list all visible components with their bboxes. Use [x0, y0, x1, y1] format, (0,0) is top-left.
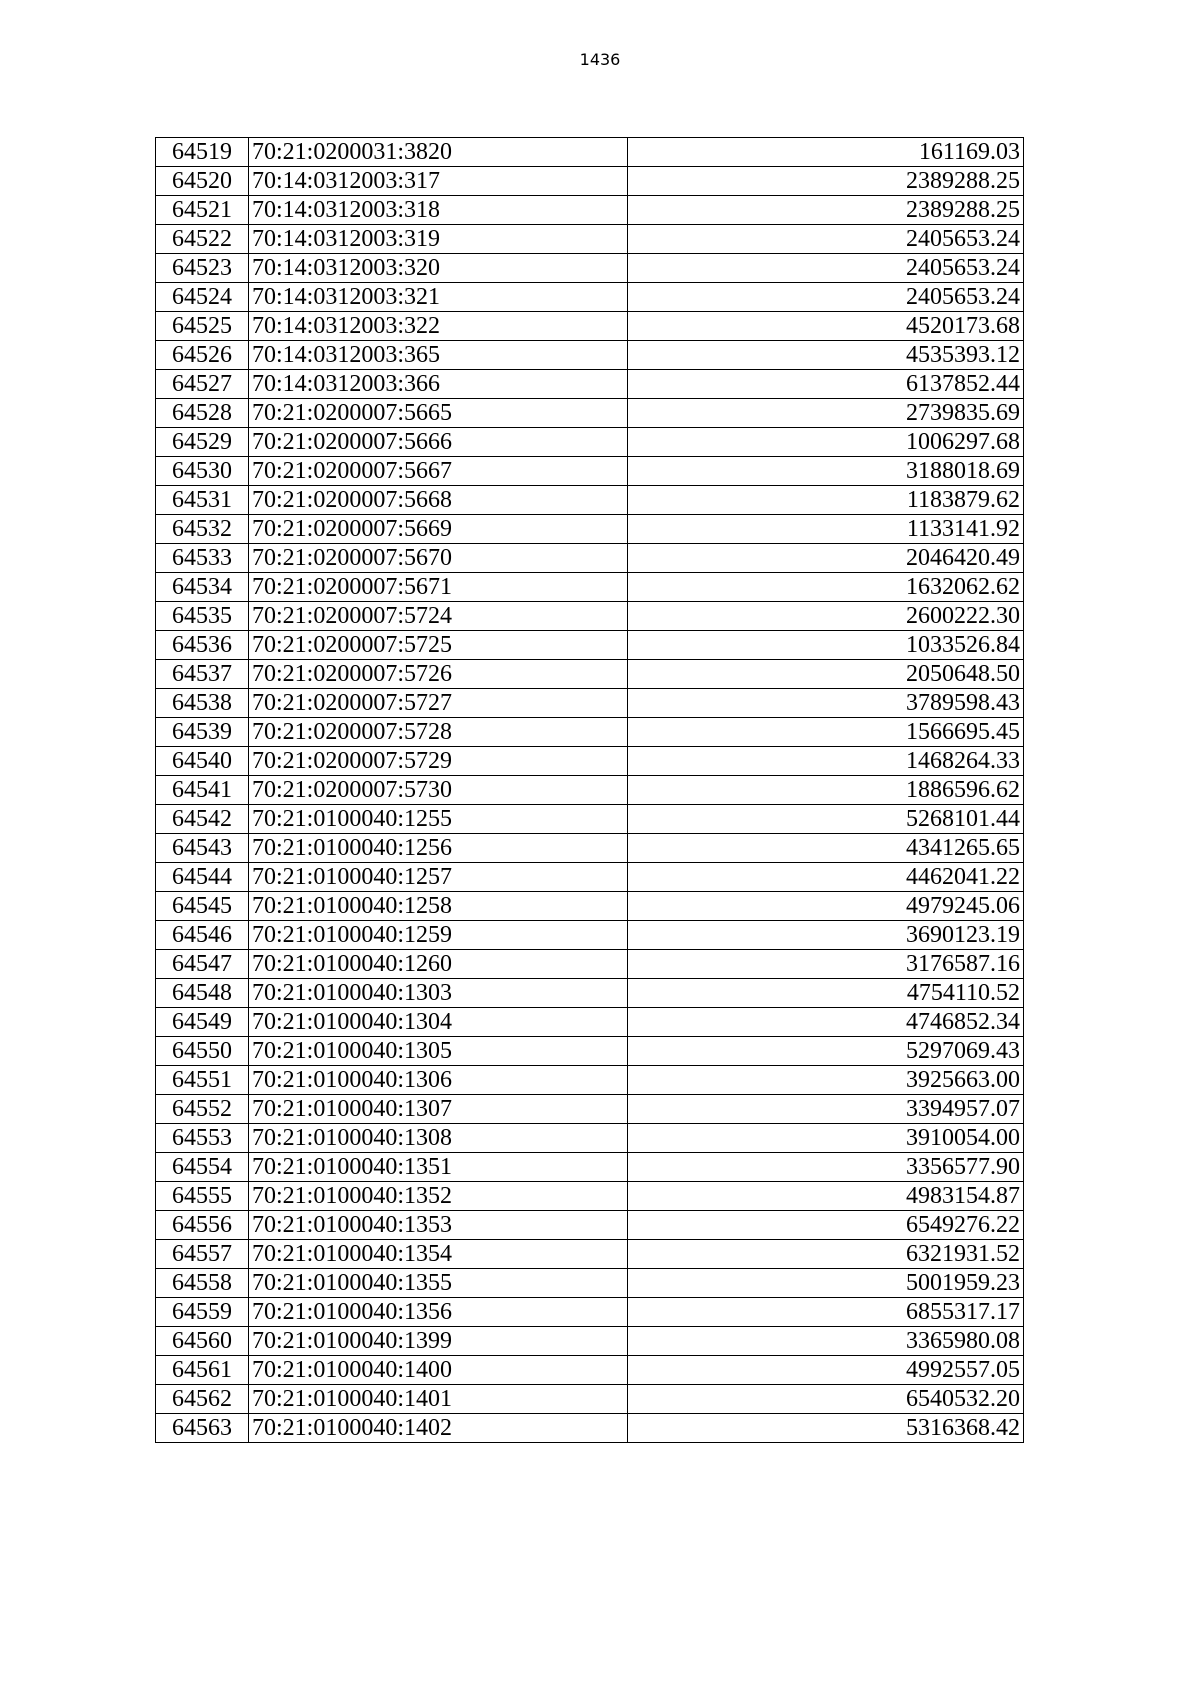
- cadastral-number-cell: 70:21:0100040:1402: [249, 1414, 628, 1443]
- cadastral-number-cell: 70:21:0100040:1351: [249, 1153, 628, 1182]
- cadastral-number-cell: 70:21:0100040:1400: [249, 1356, 628, 1385]
- cadastral-value-cell: 2389288.25: [628, 196, 1024, 225]
- cadastral-number-cell: 70:21:0100040:1307: [249, 1095, 628, 1124]
- row-number-cell: 64551: [156, 1066, 249, 1095]
- row-number-cell: 64522: [156, 225, 249, 254]
- table-row: [156, 1153, 1024, 1182]
- row-number-cell: 64540: [156, 747, 249, 776]
- row-number-cell: 64527: [156, 370, 249, 399]
- cadastral-number-cell: 70:14:0312003:366: [249, 370, 628, 399]
- row-number-cell: 64523: [156, 254, 249, 283]
- cadastral-number-cell: 70:21:0200007:5670: [249, 544, 628, 573]
- table-row: [156, 950, 1024, 979]
- cadastral-value-cell: 3365980.08: [628, 1327, 1024, 1356]
- cadastral-value-cell: 3188018.69: [628, 457, 1024, 486]
- row-number-cell: 64542: [156, 805, 249, 834]
- table-row: [156, 1298, 1024, 1327]
- table-row: [156, 747, 1024, 776]
- row-number-cell: 64552: [156, 1095, 249, 1124]
- cadastral-value-cell: 1566695.45: [628, 718, 1024, 747]
- table-row: [156, 921, 1024, 950]
- row-number-cell: 64548: [156, 979, 249, 1008]
- row-number-cell: 64534: [156, 573, 249, 602]
- table-row: [156, 1356, 1024, 1385]
- cadastral-number-cell: 70:21:0100040:1259: [249, 921, 628, 950]
- cadastral-value-cell: 3910054.00: [628, 1124, 1024, 1153]
- cadastral-number-cell: 70:14:0312003:320: [249, 254, 628, 283]
- page-number: 1436: [579, 50, 621, 69]
- cadastral-number-cell: 70:21:0100040:1356: [249, 1298, 628, 1327]
- cadastral-value-cell: 3925663.00: [628, 1066, 1024, 1095]
- table-row: [156, 544, 1024, 573]
- cadastral-number-cell: 70:21:0200007:5728: [249, 718, 628, 747]
- table-row: [156, 863, 1024, 892]
- cadastral-number-cell: 70:21:0200007:5666: [249, 428, 628, 457]
- table-row: [156, 892, 1024, 921]
- row-number-cell: 64528: [156, 399, 249, 428]
- row-number-cell: 64537: [156, 660, 249, 689]
- row-number-cell: 64544: [156, 863, 249, 892]
- cadastral-value-cell: 4983154.87: [628, 1182, 1024, 1211]
- cadastral-value-cell: 4746852.34: [628, 1008, 1024, 1037]
- cadastral-number-cell: 70:21:0200007:5671: [249, 573, 628, 602]
- row-number-cell: 64555: [156, 1182, 249, 1211]
- table-row: [156, 515, 1024, 544]
- cadastral-number-cell: 70:14:0312003:319: [249, 225, 628, 254]
- cadastral-value-cell: 4535393.12: [628, 341, 1024, 370]
- cadastral-number-cell: 70:21:0200007:5665: [249, 399, 628, 428]
- cadastral-value-cell: 5316368.42: [628, 1414, 1024, 1443]
- cadastral-number-cell: 70:21:0200007:5667: [249, 457, 628, 486]
- row-number-cell: 64520: [156, 167, 249, 196]
- cadastral-number-cell: 70:21:0100040:1257: [249, 863, 628, 892]
- cadastral-value-cell: 2405653.24: [628, 283, 1024, 312]
- cadastral-number-cell: 70:14:0312003:365: [249, 341, 628, 370]
- table-row: [156, 602, 1024, 631]
- cadastral-number-cell: 70:21:0200007:5669: [249, 515, 628, 544]
- cadastral-value-cell: 4979245.06: [628, 892, 1024, 921]
- cadastral-number-cell: 70:14:0312003:321: [249, 283, 628, 312]
- cadastral-value-cell: 6549276.22: [628, 1211, 1024, 1240]
- cadastral-number-cell: 70:21:0200007:5725: [249, 631, 628, 660]
- table-row: [156, 631, 1024, 660]
- cadastral-value-cell: 5297069.43: [628, 1037, 1024, 1066]
- cadastral-value-cell: 4992557.05: [628, 1356, 1024, 1385]
- row-number-cell: 64533: [156, 544, 249, 573]
- table-row: [156, 1008, 1024, 1037]
- row-number-cell: 64550: [156, 1037, 249, 1066]
- cadastral-value-cell: 3690123.19: [628, 921, 1024, 950]
- row-number-cell: 64530: [156, 457, 249, 486]
- cadastral-number-cell: 70:21:0200007:5729: [249, 747, 628, 776]
- row-number-cell: 64524: [156, 283, 249, 312]
- cadastral-value-cell: 2389288.25: [628, 167, 1024, 196]
- table-row: [156, 370, 1024, 399]
- cadastral-value-cell: 1468264.33: [628, 747, 1024, 776]
- row-number-cell: 64526: [156, 341, 249, 370]
- cadastral-number-cell: 70:21:0200007:5668: [249, 486, 628, 515]
- row-number-cell: 64525: [156, 312, 249, 341]
- row-number-cell: 64529: [156, 428, 249, 457]
- row-number-cell: 64543: [156, 834, 249, 863]
- table-row: [156, 1269, 1024, 1298]
- table-row: [156, 486, 1024, 515]
- cadastral-value-cell: 3789598.43: [628, 689, 1024, 718]
- row-number-cell: 64558: [156, 1269, 249, 1298]
- table-row: [156, 283, 1024, 312]
- row-number-cell: 64535: [156, 602, 249, 631]
- cadastral-number-cell: 70:21:0100040:1255: [249, 805, 628, 834]
- cadastral-value-cell: 2405653.24: [628, 254, 1024, 283]
- row-number-cell: 64554: [156, 1153, 249, 1182]
- cadastral-value-cell: 1632062.62: [628, 573, 1024, 602]
- row-number-cell: 64546: [156, 921, 249, 950]
- table-row: [156, 225, 1024, 254]
- cadastral-value-cell: 2739835.69: [628, 399, 1024, 428]
- row-number-cell: 64532: [156, 515, 249, 544]
- table-row: [156, 312, 1024, 341]
- cadastral-value-cell: 1886596.62: [628, 776, 1024, 805]
- cadastral-value-cell: 2600222.30: [628, 602, 1024, 631]
- row-number-cell: 64519: [156, 138, 249, 167]
- cadastral-number-cell: 70:21:0100040:1354: [249, 1240, 628, 1269]
- cadastral-value-cell: 6137852.44: [628, 370, 1024, 399]
- cadastral-number-cell: 70:21:0100040:1352: [249, 1182, 628, 1211]
- cadastral-value-cell: 3356577.90: [628, 1153, 1024, 1182]
- cadastral-value-cell: 4341265.65: [628, 834, 1024, 863]
- cadastral-value-cell: 2050648.50: [628, 660, 1024, 689]
- table-row: [156, 1240, 1024, 1269]
- row-number-cell: 64563: [156, 1414, 249, 1443]
- row-number-cell: 64556: [156, 1211, 249, 1240]
- row-number-cell: 64560: [156, 1327, 249, 1356]
- row-number-cell: 64539: [156, 718, 249, 747]
- table-row: [156, 138, 1024, 167]
- table-row: [156, 254, 1024, 283]
- table-row: [156, 1124, 1024, 1153]
- row-number-cell: 64559: [156, 1298, 249, 1327]
- cadastral-number-cell: 70:21:0200007:5726: [249, 660, 628, 689]
- table-row: [156, 805, 1024, 834]
- table-row: [156, 196, 1024, 225]
- cadastral-value-cell: 4520173.68: [628, 312, 1024, 341]
- cadastral-number-cell: 70:21:0100040:1399: [249, 1327, 628, 1356]
- row-number-cell: 64541: [156, 776, 249, 805]
- cadastral-number-cell: 70:21:0200007:5727: [249, 689, 628, 718]
- row-number-cell: 64549: [156, 1008, 249, 1037]
- row-number-cell: 64562: [156, 1385, 249, 1414]
- cadastral-value-cell: 6540532.20: [628, 1385, 1024, 1414]
- table-row: [156, 573, 1024, 602]
- cadastral-value-cell: 6321931.52: [628, 1240, 1024, 1269]
- row-number-cell: 64547: [156, 950, 249, 979]
- row-number-cell: 64557: [156, 1240, 249, 1269]
- cadastral-number-cell: 70:21:0100040:1306: [249, 1066, 628, 1095]
- cadastral-number-cell: 70:21:0100040:1256: [249, 834, 628, 863]
- cadastral-number-cell: 70:21:0100040:1353: [249, 1211, 628, 1240]
- table-row: [156, 1414, 1024, 1443]
- cadastral-number-cell: 70:21:0100040:1355: [249, 1269, 628, 1298]
- cadastral-number-cell: 70:21:0100040:1258: [249, 892, 628, 921]
- table-row: [156, 834, 1024, 863]
- cadastral-number-cell: 70:14:0312003:318: [249, 196, 628, 225]
- row-number-cell: 64531: [156, 486, 249, 515]
- table-row: [156, 457, 1024, 486]
- table-row: [156, 1066, 1024, 1095]
- cadastral-value-cell: 1183879.62: [628, 486, 1024, 515]
- cadastral-value-cell: 1133141.92: [628, 515, 1024, 544]
- cadastral-number-cell: 70:21:0100040:1260: [249, 950, 628, 979]
- row-number-cell: 64521: [156, 196, 249, 225]
- cadastral-number-cell: 70:21:0100040:1303: [249, 979, 628, 1008]
- table-row: [156, 776, 1024, 805]
- cadastral-value-cell: 3394957.07: [628, 1095, 1024, 1124]
- cadastral-value-cell: 2405653.24: [628, 225, 1024, 254]
- table-row: [156, 399, 1024, 428]
- table-row: [156, 1182, 1024, 1211]
- table-row: [156, 341, 1024, 370]
- table-row: [156, 1385, 1024, 1414]
- table-row: [156, 167, 1024, 196]
- cadastral-value-cell: 161169.03: [628, 138, 1024, 167]
- table-row: [156, 1327, 1024, 1356]
- cadastral-value-cell: 4754110.52: [628, 979, 1024, 1008]
- cadastral-number-cell: 70:21:0100040:1401: [249, 1385, 628, 1414]
- cadastral-number-cell: 70:21:0200007:5730: [249, 776, 628, 805]
- cadastral-value-cell: 2046420.49: [628, 544, 1024, 573]
- cadastral-value-cell: 4462041.22: [628, 863, 1024, 892]
- table-row: [156, 660, 1024, 689]
- table-row: [156, 979, 1024, 1008]
- cadastral-value-cell: 5268101.44: [628, 805, 1024, 834]
- table-row: [156, 1095, 1024, 1124]
- cadastral-value-cell: 1006297.68: [628, 428, 1024, 457]
- cadastral-value-cell: 1033526.84: [628, 631, 1024, 660]
- row-number-cell: 64553: [156, 1124, 249, 1153]
- cadastral-number-cell: 70:21:0200007:5724: [249, 602, 628, 631]
- cadastral-value-cell: 6855317.17: [628, 1298, 1024, 1327]
- cadastral-number-cell: 70:21:0100040:1305: [249, 1037, 628, 1066]
- cadastral-number-cell: 70:21:0200031:3820: [249, 138, 628, 167]
- row-number-cell: 64538: [156, 689, 249, 718]
- table-body: [156, 138, 1024, 1443]
- cadastral-number-cell: 70:14:0312003:322: [249, 312, 628, 341]
- table-row: [156, 1211, 1024, 1240]
- row-number-cell: 64536: [156, 631, 249, 660]
- table-row: [156, 1037, 1024, 1066]
- table-row: [156, 428, 1024, 457]
- cadastral-number-cell: 70:21:0100040:1308: [249, 1124, 628, 1153]
- cadastral-value-table: [155, 137, 1024, 1443]
- cadastral-value-cell: 5001959.23: [628, 1269, 1024, 1298]
- table-row: [156, 689, 1024, 718]
- table-row: [156, 718, 1024, 747]
- cadastral-number-cell: 70:14:0312003:317: [249, 167, 628, 196]
- row-number-cell: 64561: [156, 1356, 249, 1385]
- row-number-cell: 64545: [156, 892, 249, 921]
- cadastral-number-cell: 70:21:0100040:1304: [249, 1008, 628, 1037]
- cadastral-value-cell: 3176587.16: [628, 950, 1024, 979]
